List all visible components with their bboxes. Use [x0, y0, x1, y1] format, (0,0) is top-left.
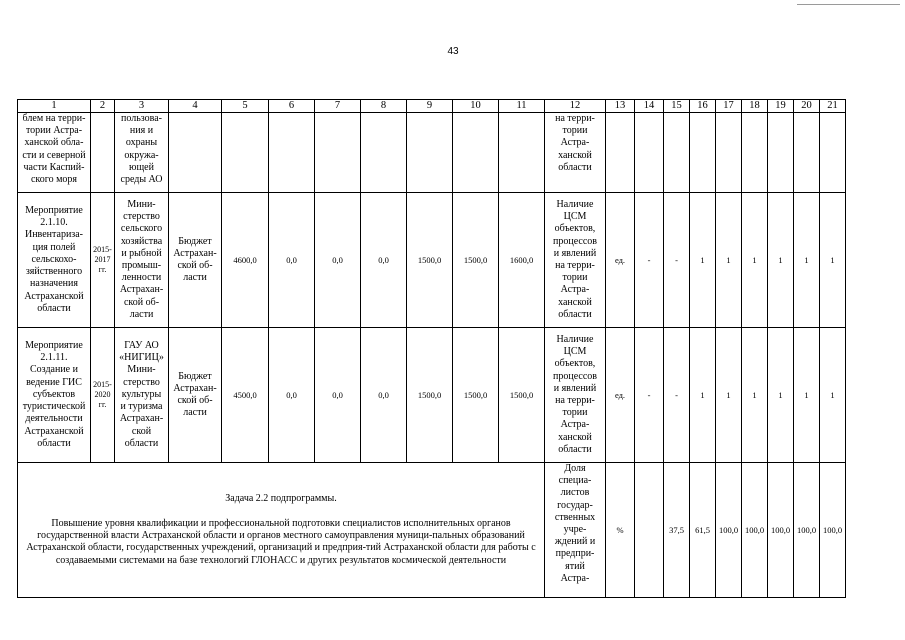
header-cell: 10 [453, 100, 499, 113]
table-row-continuation [18, 113, 846, 193]
cell-c14 [635, 113, 664, 193]
header-cell: 21 [820, 100, 846, 113]
cell-c14: - [635, 193, 664, 328]
cell-period: 2015- 2020 гг. [91, 328, 115, 463]
cell-c19: 1 [768, 328, 794, 463]
cell-c7 [315, 113, 361, 193]
cell-c15: - [664, 328, 690, 463]
header-cell: 2 [91, 100, 115, 113]
cell-executor: ГАУ АО «НИГИЦ» Мини- стерство культуры и туризма Астрахан- ской области [115, 328, 169, 463]
cell-c14: - [635, 328, 664, 463]
header-cell: 4 [169, 100, 222, 113]
cell-c15: - [664, 193, 690, 328]
cell-c8: 0,0 [361, 193, 407, 328]
cell-period: 2015- 2017 гг. [91, 193, 115, 328]
header-cell: 11 [499, 100, 545, 113]
cell-c7: 0,0 [315, 193, 361, 328]
table-row-2-1-11 [18, 328, 846, 463]
cell-c18: 100,0 [742, 463, 768, 598]
cell-c20: 1 [794, 328, 820, 463]
cell-c16: 1 [690, 328, 716, 463]
cell-executor: пользова- ния и охраны окружа- ющей среды АО [115, 113, 169, 193]
cell-c17: 1 [716, 193, 742, 328]
table-row-task-2-2 [18, 463, 846, 598]
cell-source: Бюджет Астрахан- ской об- ласти [169, 193, 222, 328]
cell-c8 [361, 113, 407, 193]
cell-c11: 1600,0 [499, 193, 545, 328]
cell-c19: 100,0 [768, 463, 794, 598]
cell-c16 [690, 113, 716, 193]
task-description-cell [18, 463, 545, 598]
cell-c10 [453, 113, 499, 193]
header-cell: 15 [664, 100, 690, 113]
cell-c13: ед. [606, 328, 635, 463]
cell-indicator: Наличие ЦСМ объектов, процессов и явлений на терри- тории Астра- ханской области [545, 193, 606, 328]
cell-c21 [820, 113, 846, 193]
cell-c15 [664, 113, 690, 193]
header-cell: 1 [18, 100, 91, 113]
header-cell: 19 [768, 100, 794, 113]
cell-c9 [407, 113, 453, 193]
header-cell: 6 [269, 100, 315, 113]
cell-c19: 1 [768, 193, 794, 328]
cell-c20: 100,0 [794, 463, 820, 598]
cell-c19 [768, 113, 794, 193]
header-cell: 12 [545, 100, 606, 113]
cell-measure-name: Мероприятие 2.1.10. Инвентариза- ция полей сельскохо- зяйственного назначения Астраханской области [18, 193, 91, 328]
task-text: Повышение уровня квалификации и профессиональной подготовки специалистов исполнительных органов государственной власти Астраханской области и органов местного самоуправления муници-пальных образований Астраханской области, государственных учреждений, организаций и предприя-тий Астраханской области для работы с создаваемыми системами на базе технологий ГЛОНАСС и других результатов космической деятельности [26, 517, 536, 566]
header-cell: 16 [690, 100, 716, 113]
cell-c5 [222, 113, 269, 193]
cell-c6: 0,0 [269, 328, 315, 463]
header-cell: 20 [794, 100, 820, 113]
header-cell: 17 [716, 100, 742, 113]
cell-c20: 1 [794, 193, 820, 328]
cell-c17: 100,0 [716, 463, 742, 598]
header-cell: 18 [742, 100, 768, 113]
cell-c5: 4500,0 [222, 328, 269, 463]
table-row-2-1-10 [18, 193, 846, 328]
cell-c10: 1500,0 [453, 328, 499, 463]
cell-source: Бюджет Астрахан- ской об- ласти [169, 328, 222, 463]
cell-c13 [606, 113, 635, 193]
cell-source [169, 113, 222, 193]
header-cell: 5 [222, 100, 269, 113]
cell-c18: 1 [742, 328, 768, 463]
program-table [17, 99, 846, 598]
cell-executor: Мини- стерство сельского хозяйства и рыбной промыш- ленности Астрахан- ской об- ласти [115, 193, 169, 328]
cell-c8: 0,0 [361, 328, 407, 463]
header-cell: 14 [635, 100, 664, 113]
cell-c14 [635, 463, 664, 598]
cell-measure-name: Мероприятие 2.1.11. Создание и ведение ГИС субъектов туристической деятельности Астраханской области [18, 328, 91, 463]
cell-c21: 100,0 [820, 463, 846, 598]
header-cell: 9 [407, 100, 453, 113]
page-number: 43 [447, 46, 459, 57]
header-row [18, 100, 846, 113]
header-cell: 3 [115, 100, 169, 113]
cell-c9: 1500,0 [407, 328, 453, 463]
cell-c6: 0,0 [269, 193, 315, 328]
cell-c11 [499, 113, 545, 193]
top-rule [797, 4, 900, 5]
cell-c13: % [606, 463, 635, 598]
cell-c15: 37,5 [664, 463, 690, 598]
cell-c20 [794, 113, 820, 193]
cell-c6 [269, 113, 315, 193]
cell-c17: 1 [716, 328, 742, 463]
cell-c16: 1 [690, 193, 716, 328]
cell-c11: 1500,0 [499, 328, 545, 463]
cell-measure-name: блем на терри- тории Астра- ханской обла- сти и северной части Каспий- ского моря [18, 113, 91, 193]
header-cell: 13 [606, 100, 635, 113]
header-cell: 8 [361, 100, 407, 113]
cell-c5: 4600,0 [222, 193, 269, 328]
cell-c21: 1 [820, 328, 846, 463]
cell-c17 [716, 113, 742, 193]
cell-c7: 0,0 [315, 328, 361, 463]
cell-c16: 61,5 [690, 463, 716, 598]
cell-period [91, 113, 115, 193]
header-cell: 7 [315, 100, 361, 113]
cell-c21: 1 [820, 193, 846, 328]
cell-c13: ед. [606, 193, 635, 328]
cell-c9: 1500,0 [407, 193, 453, 328]
cell-indicator: Наличие ЦСМ объектов, процессов и явлений на терри- тории Астра- ханской области [545, 328, 606, 463]
cell-indicator: на терри- тории Астра- ханской области [545, 113, 606, 193]
cell-c10: 1500,0 [453, 193, 499, 328]
cell-c18: 1 [742, 193, 768, 328]
task-title: Задача 2.2 подпрограммы. [225, 492, 337, 504]
cell-c18 [742, 113, 768, 193]
cell-indicator: Доля специа- листов государ- ственных учре- ждений и предпри- ятий Астра- [545, 463, 606, 598]
